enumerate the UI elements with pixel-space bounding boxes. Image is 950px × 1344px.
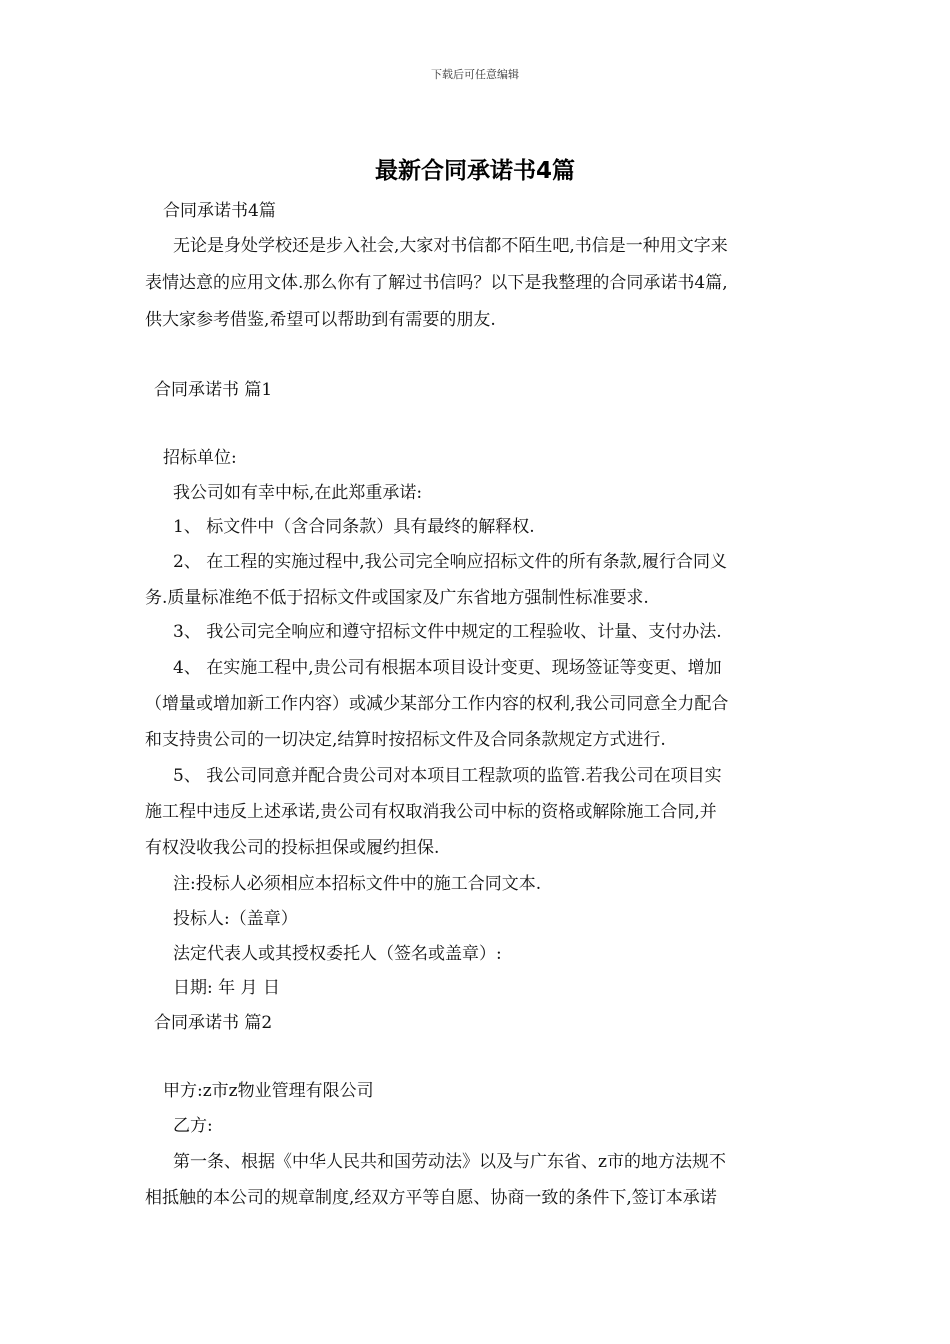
- date-line: 日期: 年 月 日: [173, 978, 280, 998]
- representative-line: 法定代表人或其授权委托人（签名或盖章）:: [173, 944, 502, 964]
- list-item-2: 2、 在工程的实施过程中,我公司完全响应招标文件的所有条款,履行合同义: [173, 552, 728, 572]
- note-line: 注:投标人必须相应本招标文件中的施工合同文本.: [173, 874, 542, 894]
- bidder-line: 投标人:（盖章）: [173, 909, 298, 929]
- section-heading-1: 合同承诺书 篇1: [154, 380, 273, 400]
- list-item-4-cont: 和支持贵公司的一切决定,结算时按招标文件及合同条款规定方式进行.: [145, 730, 666, 750]
- intro-paragraph-line: 供大家参考借鉴,希望可以帮助到有需要的朋友.: [145, 310, 496, 330]
- list-item-4: 4、 在实施工程中,贵公司有根据本项目设计变更、现场签证等变更、增加: [173, 658, 722, 678]
- list-item-5-cont: 有权没收我公司的投标担保或履约担保.: [145, 838, 440, 858]
- article-line: 第一条、根据《中华人民共和国劳动法》以及与广东省、z市的地方法规不: [173, 1152, 726, 1172]
- recipient-line: 招标单位:: [163, 448, 237, 468]
- header-note: 下载后可任意编辑: [431, 68, 519, 81]
- subtitle-line: 合同承诺书4篇: [163, 201, 276, 221]
- list-item-2-cont: 务.质量标准绝不低于招标文件或国家及广东省地方强制性标准要求.: [145, 588, 649, 608]
- article-line-cont: 相抵触的本公司的规章制度,经双方平等自愿、协商一致的条件下,签订本承诺: [145, 1188, 717, 1208]
- party-a-line: 甲方:z市z物业管理有限公司: [163, 1081, 374, 1101]
- intro-paragraph-line: 无论是身处学校还是步入社会,大家对书信都不陌生吧,书信是一种用文字来: [173, 236, 728, 256]
- section-heading-2: 合同承诺书 篇2: [154, 1013, 273, 1033]
- party-b-line: 乙方:: [173, 1116, 213, 1136]
- list-item-3: 3、 我公司完全响应和遵守招标文件中规定的工程验收、计量、支付办法.: [173, 622, 722, 642]
- paragraph-line: 我公司如有幸中标,在此郑重承诺:: [173, 483, 423, 503]
- intro-paragraph-line: 表情达意的应用文体.那么你有了解过书信吗？以下是我整理的合同承诺书4篇,: [145, 273, 728, 293]
- list-item-5: 5、 我公司同意并配合贵公司对本项目工程款项的监管.若我公司在项目实: [173, 766, 722, 786]
- list-item-1: 1、 标文件中（含合同条款）具有最终的解释权.: [173, 517, 535, 537]
- document-title: 最新合同承诺书4篇: [374, 158, 575, 184]
- list-item-5-cont: 施工程中违反上述承诺,贵公司有权取消我公司中标的资格或解除施工合同,并: [145, 802, 717, 822]
- list-item-4-cont: （增量或增加新工作内容）或减少某部分工作内容的权利,我公司同意全力配合: [145, 694, 729, 714]
